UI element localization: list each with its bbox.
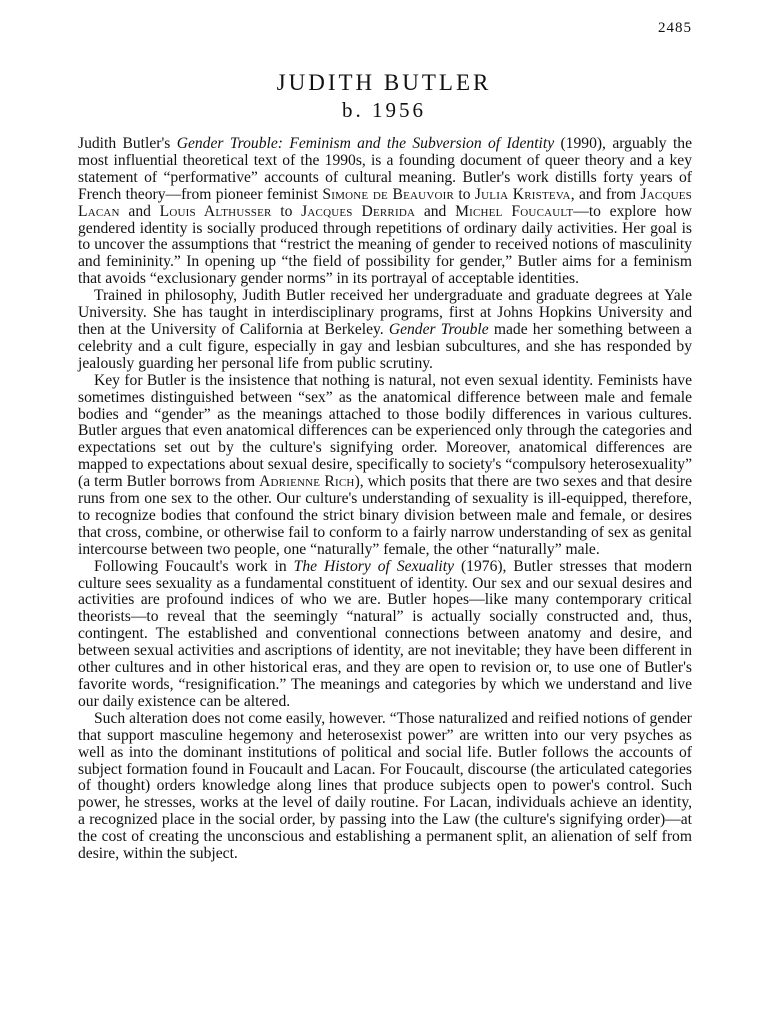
name-cross-reference: Julia Kristeva [474,185,571,203]
italic-title: Gender Trouble: Feminism and the Subversion of Identity [176,135,555,152]
name-cross-reference: Jacques Lacan [78,185,692,220]
name-cross-reference: Jacques Derrida [301,202,416,220]
italic-title: Gender Trouble [388,320,489,338]
italic-title: The History of Sexuality [293,557,455,575]
author-heading [0,70,768,124]
text-run: and [415,202,456,220]
text-run: made her something between a celebrity and a cult figure, especially in gay and lesbian subcultures, and she has responded by jealously guarding her personal life from public scrutiny. [78,320,692,372]
page-number: 2485 [658,20,692,36]
text-run: ), which posits that there are two sexes and that desire runs from one sex to the other. Our culture's understanding of sexuality is ill-equipped, therefore, to recognize bodies that confound the strict binary division between male and female, or desires that cross, combine, or otherwise fail to conform to a fairly narrow understanding of sex as genital intercourse between two people, one “naturally” female, the other “naturally” male. [78,473,693,558]
text-run: (1990), arguably the most influential theoretical text of the 1990s, is a founding document of queer theory and a key statement of “performative” accounts of cultural meaning. Butler's work distills forty years of French theory—from pioneer feminist [78,135,692,203]
text-run: (1976), Butler stresses that modern culture sees sexuality as a fundamental constituent of identity. Our sex and our sexual desires and activities are profound indices of who we are. Butler hopes—like many contemporary critical theorists—to reveal that the seemingly “natural” is actually socially constructed and, thus, contingent. The established and conventional connections between anatomy and desire, and between sexual activities and ascriptions of identity, are not inevitable; they have been different in other cultures and in other historical eras, and they are open to revision or, to use one of Butler's favorite words, “resignification.” The meanings and categories by which we understand and live our daily existence can be altered. [78,557,692,710]
text-run: and [119,202,160,220]
author-name: JUDITH BUTLER [276,70,492,95]
body-text [78,136,692,863]
name-cross-reference: Louis Althusser [159,202,272,220]
name-cross-reference: Adrienne Rich [259,473,355,491]
text-run: to [271,202,302,220]
paragraph [78,373,692,559]
name-cross-reference: Michel Foucault [455,202,574,220]
paragraph [78,136,692,288]
text-run: , and from [570,185,641,203]
text-run: Judith Butler's [78,135,177,152]
name-cross-reference: Simone de Beauvoir [322,185,455,203]
text-run: Following Foucault's work in [94,557,294,575]
paragraph [78,559,692,711]
text-run: Trained in philosophy, Judith Butler received her undergraduate and graduate degrees at Yale University. She has taught in interdisciplinary programs, first at Johns Hopkins University and then at the University of California at Berkeley. [78,287,692,338]
text-run: —to explore how gendered identity is socially produced through repetitions of ordinary daily activities. Her goal is to uncover the assumptions that “restrict the meaning of gender to received notions of masculinity and femininity.” In opening up “the field of possibility for gender,” Butler aims for a feminism that avoids “exclusionary gender norms” in its portrayal of acceptable identities. [78,202,692,288]
text-run: to [454,185,475,203]
text-run: Key for Butler is the insistence that nothing is natural, not even sexual identity. Feminists have sometimes distinguished between “sex” as the anatomical difference between male and female bodies and “gender” as the meanings attached to those bodily differences in various cultures. Butler argues that even anatomical differences can be experienced only through the categories and expectations set out by the culture's signifying order. Moreover, anatomical differences are mapped to expectations about sexual desire, specifically to society's “compulsory heterosexuality” (a term Butler borrows from [78,371,692,491]
author-dates: b. 1956 [342,98,426,122]
paragraph [78,711,692,863]
text-run: Such alteration does not come easily, however. “Those naturalized and reified notions of gender that support masculine hegemony and heterosexist power” are written into our very psyches as well as into the dominant institutions of political and social life. Butler follows the accounts of subject formation found in Foucault and Lacan. For Foucault, discourse (the articulated categories of thought) orders knowledge along lines that produce subjects open to power's control. Such power, he stresses, works at the level of daily routine. For Lacan, individuals achieve an identity, a recognized place in the social order, by passing into the Law (the culture's signifying order)—at the cost of creating the unconscious and establishing a permanent split, an alienation of self from desire, within the subject. [78,709,692,863]
paragraph [78,288,692,373]
